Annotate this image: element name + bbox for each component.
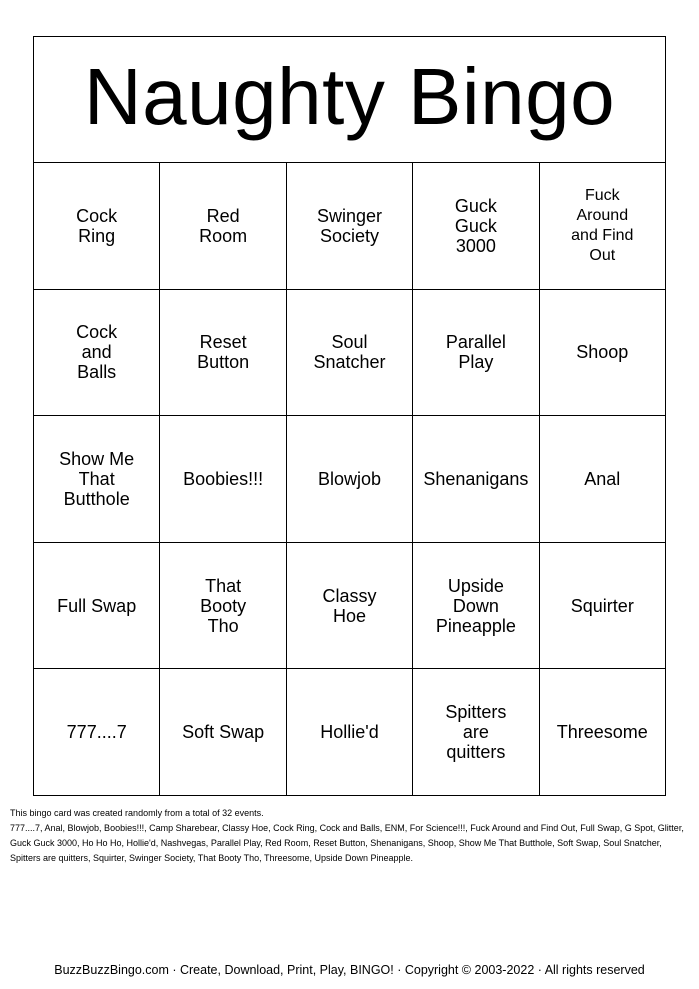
cell-text: Fuck Around and Find Out	[571, 186, 634, 264]
bingo-cell	[540, 290, 666, 417]
cell-text: 777....7	[66, 722, 127, 743]
bingo-cell	[287, 290, 413, 417]
bingo-cell	[34, 163, 160, 290]
cell-text: Hollie'd	[320, 722, 379, 743]
bingo-cell	[160, 416, 286, 543]
bingo-cell	[160, 669, 286, 796]
cell-text: Cock Ring	[76, 205, 118, 246]
cell-text: Cock and Balls	[76, 322, 118, 383]
bingo-cell	[160, 163, 286, 290]
cell-text: Parallel Play	[445, 332, 506, 373]
bingo-cell	[34, 416, 160, 543]
cell-text: Soft Swap	[182, 722, 265, 743]
bingo-cell	[413, 290, 539, 417]
cell-text: Guck Guck 3000	[454, 195, 497, 256]
card-title: Naughty Bingo	[83, 51, 616, 141]
title-row	[34, 37, 666, 163]
info-summary: This bingo card was created randomly from a total of 32 events.	[10, 808, 264, 818]
bingo-cell	[34, 669, 160, 796]
cell-text: Spitters are quitters	[445, 702, 507, 763]
card-info	[10, 806, 690, 866]
cell-text: Boobies!!!	[183, 468, 264, 489]
cell-text: Anal	[584, 468, 621, 489]
bingo-cell	[413, 163, 539, 290]
bingo-cell	[540, 416, 666, 543]
bingo-cell	[540, 163, 666, 290]
bingo-cell	[413, 416, 539, 543]
cell-text: That Booty Tho	[200, 575, 247, 636]
cell-text: Squirter	[570, 595, 634, 616]
bingo-cell	[413, 543, 539, 670]
bingo-cell	[34, 543, 160, 670]
bingo-cell	[160, 290, 286, 417]
cell-text: Red Room	[199, 205, 248, 246]
cell-text: Shenanigans	[423, 468, 529, 489]
bingo-grid	[34, 163, 666, 796]
cell-text: Threesome	[556, 722, 648, 743]
cell-text: Reset Button	[197, 332, 250, 373]
bingo-cell	[160, 543, 286, 670]
cell-text: Swinger Society	[316, 205, 382, 246]
cell-text: Show Me That Butthole	[59, 448, 135, 509]
cell-text: Classy Hoe	[322, 585, 377, 626]
bingo-cell	[540, 669, 666, 796]
bingo-cell	[287, 669, 413, 796]
info-event-list: 777....7, Anal, Blowjob, Boobies!!!, Camp Sharebear, Classy Hoe, Cock Ring, Cock and Balls, ENM, For Science!!!, Fuck Around and Find Out, Full Swap, G Spot, Glitter, Guck Guck 3000, Ho Ho Ho, Hollie'd, Nashvegas, Parallel Play, Red Room, Reset Button, Shenanigans, Shoop, Show Me That Butthole, Soft Swap, Soul Snatcher, Spitters are quitters, Squirter, Swinger Society, That Booty Tho, Threesome, Upside Down Pineapple.	[10, 823, 684, 863]
bingo-card	[33, 36, 666, 796]
bingo-cell	[34, 290, 160, 417]
cell-text: Shoop	[576, 342, 629, 363]
cell-text: Upside Down Pineapple	[435, 575, 516, 636]
cell-text: Blowjob	[317, 468, 382, 489]
footer: BuzzBuzzBingo.com · Create, Download, Print, Play, BINGO! · Copyright © 2003-2022 · All rights reserved	[54, 963, 645, 977]
cell-text: Full Swap	[57, 595, 137, 616]
bingo-cell	[413, 669, 539, 796]
bingo-cell	[287, 163, 413, 290]
bingo-cell	[287, 543, 413, 670]
cell-text: Soul Snatcher	[313, 332, 386, 373]
bingo-cell	[287, 416, 413, 543]
bingo-cell	[540, 543, 666, 670]
